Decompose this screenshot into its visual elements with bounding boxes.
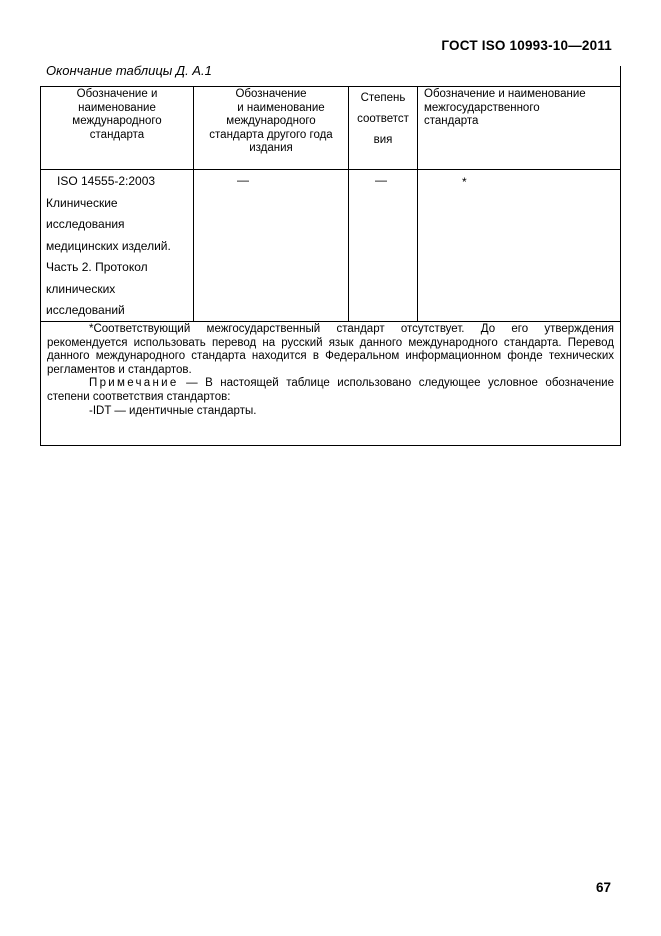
header-line: международного bbox=[226, 115, 316, 128]
header-line: Степень bbox=[360, 92, 406, 104]
note-label: Примечание bbox=[89, 377, 179, 390]
note-paragraph bbox=[47, 377, 614, 404]
column-divider bbox=[417, 87, 418, 321]
cell-line: Часть 2. Протокол bbox=[46, 260, 148, 274]
header-line: Обозначение и bbox=[76, 88, 158, 100]
header-line: издания bbox=[249, 142, 293, 155]
column-header-degree-of-compliance bbox=[349, 88, 417, 151]
page-number: 67 bbox=[595, 880, 611, 895]
idt-legend: -IDT — идентичные стандарты. bbox=[89, 404, 257, 417]
table-footnote bbox=[47, 323, 614, 418]
header-line: стандарта другого года bbox=[209, 128, 333, 141]
table-cell-other-year-standard: — bbox=[237, 173, 249, 187]
table-cell-interstate-standard: * bbox=[462, 175, 467, 189]
table-caption: Окончание таблицы Д. А.1 bbox=[46, 63, 212, 78]
document-id: ГОСТ ISO 10993-10—2011 bbox=[441, 38, 612, 53]
header-line: наименование bbox=[78, 101, 156, 114]
table-cell-international-standard bbox=[46, 171, 192, 322]
header-line: Обозначение bbox=[235, 88, 307, 100]
cell-line: исследований bbox=[46, 303, 125, 317]
footnote-text: *Соответствующий межгосударственный стандарт отсутствует. До его утверждения рекомендуется использовать перевод на русский язык данного международного стандарта. Перевод данного международного стандарта находится в Федеральном информационном фонде технических регламентов и стандартов. bbox=[47, 323, 614, 376]
cell-line: медицинских изделий. bbox=[46, 238, 171, 253]
cell-line: исследования bbox=[46, 217, 125, 231]
note-text: — В настоящей таблице использовано следующее условное обозначение степени соответствия стандартов: bbox=[47, 377, 614, 403]
table-cell-degree-of-compliance: — bbox=[375, 173, 387, 187]
header-line: вия bbox=[373, 134, 393, 146]
caption-border bbox=[620, 66, 621, 86]
header-line: соответст bbox=[357, 113, 409, 125]
cell-line: клинических bbox=[46, 281, 116, 296]
header-line: международного bbox=[72, 115, 162, 128]
header-line: стандарта bbox=[424, 115, 479, 128]
header-row-divider bbox=[41, 169, 620, 170]
cell-line: ISO 14555-2:2003 bbox=[57, 174, 156, 188]
column-header-international-standard bbox=[41, 88, 193, 142]
header-line: Обозначение и наименование bbox=[424, 88, 586, 100]
header-line: и наименование bbox=[237, 101, 325, 114]
header-line: межгосударственного bbox=[424, 101, 540, 114]
cell-line: Клинические bbox=[46, 195, 118, 210]
standards-table bbox=[40, 86, 621, 446]
column-header-interstate-standard bbox=[424, 88, 620, 129]
column-header-other-year-standard bbox=[194, 88, 348, 156]
header-line: стандарта bbox=[89, 128, 145, 141]
